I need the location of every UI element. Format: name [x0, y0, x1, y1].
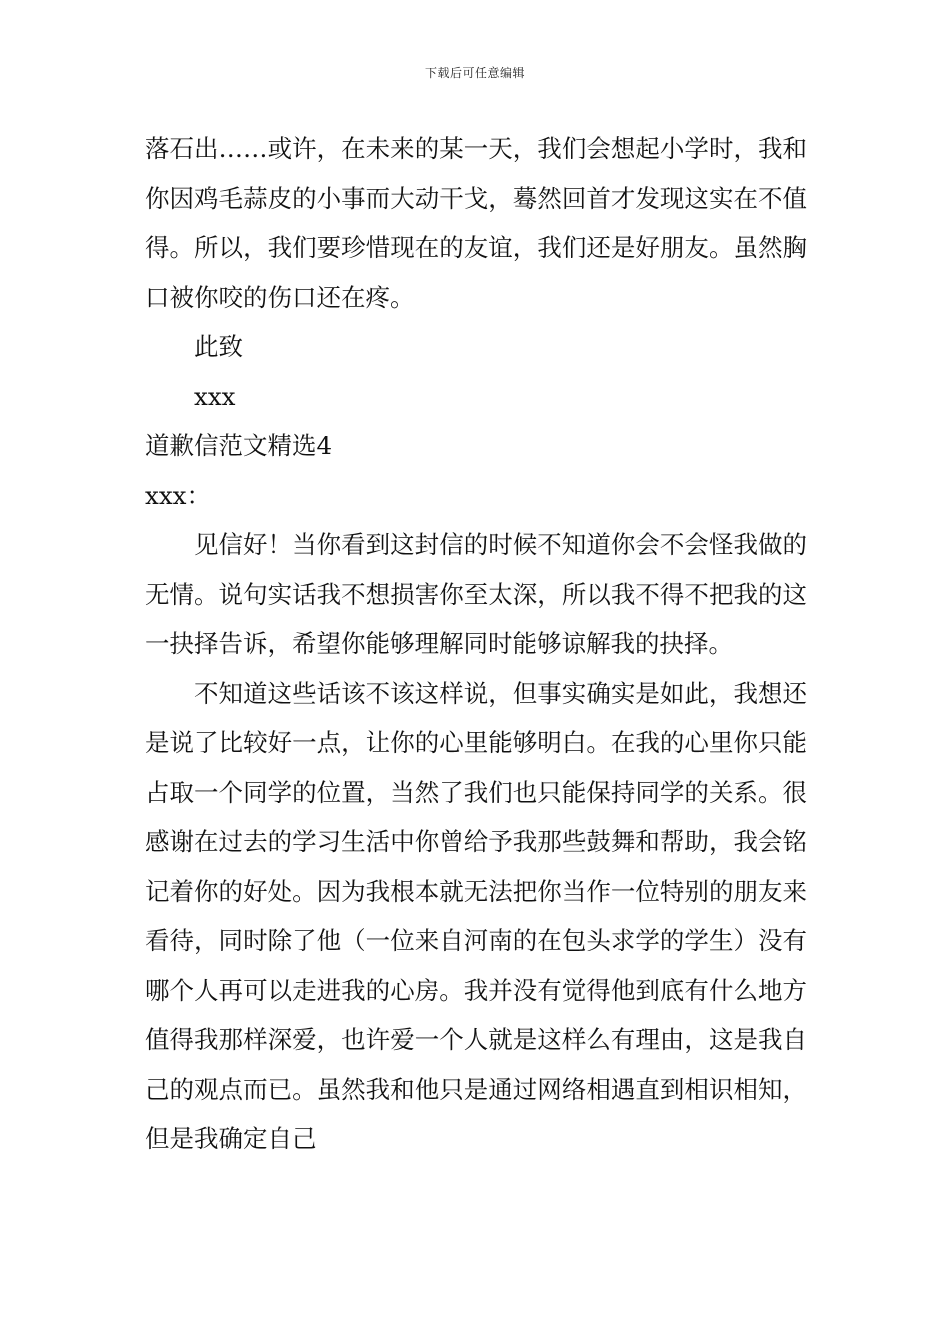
signature: xxx: [194, 381, 236, 411]
paragraph-main: 不知道这些话该不该这样说，但事实确实是如此，我想还是说了比较好一点，让你的心里能够明白。在我的心里你只能占取一个同学的位置，当然了我们也只能保持同学的关系。很感谢在过去的学习生活中你曾给予我那些鼓舞和帮助，我会铭记着你的好处。因为我根本就无法把你当作一位特别的朋友来看待，同时除了他（一位来自河南的在包头求学的学生）没有哪个人再可以走进我的心房。我并没有觉得他到底有什么地方值得我那样深爱，也许爱一个人就是这样么有理由，这是我自己的观点而已。虽然我和他只是通过网络相遇直到相识相知，但是我确定自己: [145, 678, 807, 1153]
paragraph-continuation: 落石出……或许，在未来的某一天，我们会想起小学时，我和你因鸡毛蒜皮的小事而大动干戈，蓦然回首才发现这实在不值得。所以，我们要珍惜现在的友谊，我们还是好朋友。虽然胸口被你咬的伤口还在疼。: [145, 134, 807, 312]
section-title: 道歉信范文精选4: [145, 431, 333, 460]
closing-salutation: 此致: [194, 332, 243, 361]
recipient-line: xxx：: [145, 480, 211, 510]
paragraph-greeting: 见信好！当你看到这封信的时候不知道你会不会怪我做的无情。说句实话我不想损害你至太深，所以我不得不把我的这一抉择告诉，希望你能够理解同时能够谅解我的抉择。: [145, 530, 807, 658]
letter-body: [145, 124, 807, 1164]
page-header: 下载后可任意编辑: [424, 66, 525, 80]
